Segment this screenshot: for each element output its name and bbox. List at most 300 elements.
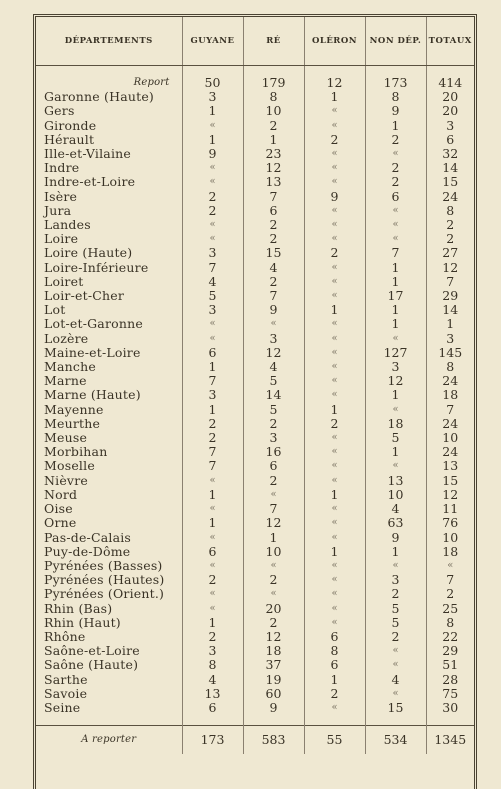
cell-re: 15 xyxy=(243,246,304,260)
cell-guyane: 4 xyxy=(182,673,243,687)
department-name: Nord xyxy=(36,488,182,502)
cell-re: 18 xyxy=(243,644,304,658)
table-row xyxy=(36,701,474,715)
report-totaux: 414 xyxy=(438,76,463,90)
table-row xyxy=(36,90,474,104)
cell-guyane: « xyxy=(182,474,243,488)
cell-guyane: 2 xyxy=(182,573,243,587)
department-name: Indre xyxy=(36,161,182,175)
cell-non-dep: 15 xyxy=(365,701,426,715)
cell-oleron: « xyxy=(304,261,365,275)
cell-re: 12 xyxy=(243,161,304,175)
cell-oleron: « xyxy=(304,147,365,161)
cell-re: 6 xyxy=(243,204,304,218)
cell-guyane: 2 xyxy=(182,204,243,218)
cell-non-dep: 9 xyxy=(365,531,426,545)
cell-totaux: 18 xyxy=(442,544,459,559)
table-row xyxy=(36,360,474,374)
reporter-guyane: 173 xyxy=(182,726,243,755)
cell-non-dep: 1 xyxy=(365,545,426,559)
cell-guyane: 13 xyxy=(182,687,243,701)
cell-re: 10 xyxy=(243,545,304,559)
reporter-row xyxy=(36,726,474,755)
cell-guyane: 3 xyxy=(182,303,243,317)
cell-guyane: 1 xyxy=(182,616,243,630)
table-row xyxy=(36,403,474,417)
cell-non-dep: « xyxy=(365,147,426,161)
cell-guyane: 4 xyxy=(182,275,243,289)
cell-oleron: « xyxy=(304,218,365,232)
department-name: Seine xyxy=(36,701,182,715)
cell-totaux: 145 xyxy=(438,345,463,360)
cell-totaux: 7 xyxy=(446,402,455,417)
cell-non-dep: 7 xyxy=(365,246,426,260)
department-name: Rhin (Bas) xyxy=(36,602,182,616)
department-name: Gers xyxy=(36,104,182,118)
cell-oleron: « xyxy=(304,388,365,402)
cell-totaux: 1 xyxy=(446,317,455,332)
header-oleron: OLÉRON xyxy=(304,17,365,66)
cell-guyane: 1 xyxy=(182,104,243,118)
cell-guyane: 3 xyxy=(182,388,243,402)
department-name: Puy-de-Dôme xyxy=(36,545,182,559)
table-row xyxy=(36,232,474,246)
cell-oleron: « xyxy=(304,573,365,587)
cell-re: 23 xyxy=(243,147,304,161)
cell-oleron: « xyxy=(304,445,365,459)
cell-guyane: « xyxy=(182,531,243,545)
census-table xyxy=(36,17,474,754)
cell-non-dep: 2 xyxy=(365,175,426,189)
cell-oleron: « xyxy=(304,175,365,189)
table-row xyxy=(36,417,474,431)
cell-totaux: 2 xyxy=(446,587,455,602)
cell-non-dep: « xyxy=(365,232,426,246)
cell-totaux: 76 xyxy=(442,516,459,531)
department-name: Rhin (Haut) xyxy=(36,616,182,630)
table-row xyxy=(36,303,474,317)
table-row xyxy=(36,119,474,133)
cell-re: « xyxy=(243,317,304,331)
cell-guyane: « xyxy=(182,232,243,246)
cell-re: 9 xyxy=(243,701,304,715)
department-name: Maine-et-Loire xyxy=(36,346,182,360)
cell-oleron: 1 xyxy=(304,545,365,559)
report-re: 179 xyxy=(243,76,304,90)
cell-non-dep: 5 xyxy=(365,431,426,445)
cell-re: 2 xyxy=(243,218,304,232)
cell-re: 2 xyxy=(243,119,304,133)
cell-totaux: 6 xyxy=(446,132,455,147)
cell-totaux: 30 xyxy=(442,700,459,715)
department-name: Mayenne xyxy=(36,403,182,417)
department-name: Loire-Inférieure xyxy=(36,261,182,275)
header-guyane: GUYANE xyxy=(182,17,243,66)
cell-re: 14 xyxy=(243,388,304,402)
cell-re: 7 xyxy=(243,190,304,204)
cell-non-dep: 8 xyxy=(365,90,426,104)
table-row xyxy=(36,332,474,346)
table-row xyxy=(36,275,474,289)
cell-non-dep: 17 xyxy=(365,289,426,303)
cell-totaux: 10 xyxy=(442,431,459,446)
cell-guyane: 1 xyxy=(182,488,243,502)
cell-re: 3 xyxy=(243,431,304,445)
cell-oleron: 1 xyxy=(304,488,365,502)
cell-non-dep: « xyxy=(365,687,426,701)
department-name: Morbihan xyxy=(36,445,182,459)
cell-guyane: 7 xyxy=(182,261,243,275)
cell-totaux: 25 xyxy=(442,601,459,616)
cell-re: 7 xyxy=(243,502,304,516)
cell-oleron: 1 xyxy=(304,403,365,417)
cell-oleron: « xyxy=(304,275,365,289)
department-name: Pas-de-Calais xyxy=(36,531,182,545)
cell-guyane: 1 xyxy=(182,360,243,374)
table-row xyxy=(36,246,474,260)
cell-oleron: « xyxy=(304,104,365,118)
reporter-oleron: 55 xyxy=(304,726,365,755)
table-row xyxy=(36,175,474,189)
header-row xyxy=(36,17,474,66)
department-name: Nièvre xyxy=(36,474,182,488)
cell-oleron: « xyxy=(304,616,365,630)
table-row xyxy=(36,261,474,275)
table-row xyxy=(36,658,474,672)
cell-non-dep: 3 xyxy=(365,573,426,587)
cell-totaux: 24 xyxy=(442,445,459,460)
cell-totaux: 7 xyxy=(446,274,455,289)
cell-non-dep: 12 xyxy=(365,374,426,388)
cell-totaux: « xyxy=(447,559,454,571)
cell-oleron: « xyxy=(304,161,365,175)
report-label: Report xyxy=(36,76,182,90)
cell-oleron: « xyxy=(304,289,365,303)
cell-re: 12 xyxy=(243,630,304,644)
cell-re: 12 xyxy=(243,516,304,530)
cell-re: 2 xyxy=(243,616,304,630)
table-row xyxy=(36,218,474,232)
department-name: Saône (Haute) xyxy=(36,658,182,672)
cell-guyane: « xyxy=(182,559,243,573)
cell-totaux: 15 xyxy=(442,473,459,488)
cell-re: « xyxy=(243,559,304,573)
department-name: Isère xyxy=(36,190,182,204)
table-row xyxy=(36,388,474,402)
cell-re: 5 xyxy=(243,403,304,417)
department-name: Loiret xyxy=(36,275,182,289)
table-row xyxy=(36,474,474,488)
cell-oleron: « xyxy=(304,360,365,374)
cell-totaux: 20 xyxy=(442,90,459,105)
department-name: Landes xyxy=(36,218,182,232)
department-name: Moselle xyxy=(36,459,182,473)
cell-oleron: 1 xyxy=(304,673,365,687)
cell-guyane: 3 xyxy=(182,246,243,260)
table-row xyxy=(36,147,474,161)
cell-non-dep: 1 xyxy=(365,303,426,317)
cell-totaux: 14 xyxy=(442,161,459,176)
cell-totaux: 24 xyxy=(442,189,459,204)
cell-oleron: 2 xyxy=(304,246,365,260)
cell-oleron: 8 xyxy=(304,644,365,658)
cell-re: « xyxy=(243,587,304,601)
spacer-row xyxy=(36,66,474,77)
cell-totaux: 27 xyxy=(442,246,459,261)
table-row xyxy=(36,161,474,175)
department-name: Saône-et-Loire xyxy=(36,644,182,658)
cell-re: 13 xyxy=(243,175,304,189)
table-row xyxy=(36,445,474,459)
department-name: Loire (Haute) xyxy=(36,246,182,260)
cell-re: 2 xyxy=(243,573,304,587)
cell-re: 37 xyxy=(243,658,304,672)
cell-non-dep: 13 xyxy=(365,474,426,488)
reporter-totaux: 1345 xyxy=(426,726,474,755)
table-row xyxy=(36,644,474,658)
table-row xyxy=(36,602,474,616)
table-row xyxy=(36,559,474,573)
cell-non-dep: 9 xyxy=(365,104,426,118)
cell-non-dep: 1 xyxy=(365,261,426,275)
cell-re: 4 xyxy=(243,261,304,275)
cell-non-dep: 1 xyxy=(365,317,426,331)
report-row xyxy=(36,76,474,90)
table-row xyxy=(36,431,474,445)
report-guyane: 50 xyxy=(182,76,243,90)
cell-non-dep: 5 xyxy=(365,602,426,616)
cell-totaux: 28 xyxy=(442,672,459,687)
department-name: Indre-et-Loire xyxy=(36,175,182,189)
cell-re: 5 xyxy=(243,374,304,388)
cell-oleron: « xyxy=(304,502,365,516)
header-totaux: TOTAUX xyxy=(426,17,474,66)
cell-oleron: 2 xyxy=(304,133,365,147)
header-non-dep: NON DÉP. xyxy=(365,17,426,66)
cell-re: 12 xyxy=(243,346,304,360)
cell-guyane: 7 xyxy=(182,445,243,459)
cell-non-dep: 3 xyxy=(365,360,426,374)
cell-non-dep: « xyxy=(365,559,426,573)
cell-re: 60 xyxy=(243,687,304,701)
cell-oleron: 2 xyxy=(304,687,365,701)
table-row xyxy=(36,374,474,388)
cell-oleron: « xyxy=(304,559,365,573)
cell-oleron: 6 xyxy=(304,658,365,672)
report-oleron: 12 xyxy=(304,76,365,90)
department-name: Sarthe xyxy=(36,673,182,687)
cell-oleron: 2 xyxy=(304,417,365,431)
cell-totaux: 11 xyxy=(442,502,459,517)
cell-re: 20 xyxy=(243,602,304,616)
cell-guyane: « xyxy=(182,602,243,616)
cell-non-dep: 2 xyxy=(365,133,426,147)
cell-guyane: 1 xyxy=(182,133,243,147)
cell-totaux: 20 xyxy=(442,104,459,119)
cell-re: 10 xyxy=(243,104,304,118)
cell-oleron: « xyxy=(304,431,365,445)
table-row xyxy=(36,317,474,331)
cell-re: 9 xyxy=(243,303,304,317)
cell-guyane: 9 xyxy=(182,147,243,161)
cell-re: 1 xyxy=(243,531,304,545)
cell-oleron: « xyxy=(304,602,365,616)
gap-row xyxy=(36,715,474,726)
cell-re: 19 xyxy=(243,673,304,687)
cell-non-dep: 2 xyxy=(365,161,426,175)
cell-guyane: « xyxy=(182,317,243,331)
cell-totaux: 12 xyxy=(442,260,459,275)
cell-re: 2 xyxy=(243,474,304,488)
cell-oleron: 1 xyxy=(304,90,365,104)
cell-guyane: 6 xyxy=(182,701,243,715)
department-name: Savoie xyxy=(36,687,182,701)
cell-guyane: 8 xyxy=(182,658,243,672)
cell-re: 1 xyxy=(243,133,304,147)
cell-re: 2 xyxy=(243,417,304,431)
report-non-dep: 173 xyxy=(365,76,426,90)
cell-oleron: « xyxy=(304,232,365,246)
cell-totaux: 12 xyxy=(442,487,459,502)
cell-non-dep: 1 xyxy=(365,445,426,459)
cell-guyane: 2 xyxy=(182,190,243,204)
header-re: RÉ xyxy=(243,17,304,66)
cell-oleron: « xyxy=(304,332,365,346)
cell-re: 16 xyxy=(243,445,304,459)
cell-guyane: 2 xyxy=(182,417,243,431)
cell-totaux: 22 xyxy=(442,629,459,644)
cell-re: 7 xyxy=(243,289,304,303)
department-name: Marne xyxy=(36,374,182,388)
table-row xyxy=(36,104,474,118)
department-name: Gironde xyxy=(36,119,182,133)
cell-totaux: 8 xyxy=(446,203,455,218)
cell-totaux: 15 xyxy=(442,175,459,190)
table-row xyxy=(36,133,474,147)
cell-oleron: « xyxy=(304,701,365,715)
cell-non-dep: 1 xyxy=(365,275,426,289)
cell-totaux: 14 xyxy=(442,303,459,318)
table-row xyxy=(36,630,474,644)
cell-totaux: 29 xyxy=(442,644,459,659)
cell-non-dep: 10 xyxy=(365,488,426,502)
reporter-non-dep: 534 xyxy=(365,726,426,755)
department-name: Lot-et-Garonne xyxy=(36,317,182,331)
reporter-label: A reporter xyxy=(36,726,182,755)
cell-guyane: « xyxy=(182,218,243,232)
table-row xyxy=(36,673,474,687)
cell-oleron: « xyxy=(304,374,365,388)
table-row xyxy=(36,289,474,303)
department-name: Ille-et-Vilaine xyxy=(36,147,182,161)
cell-totaux: 7 xyxy=(446,573,455,588)
department-name: Meuse xyxy=(36,431,182,445)
cell-non-dep: 18 xyxy=(365,417,426,431)
table-row xyxy=(36,573,474,587)
table-row xyxy=(36,516,474,530)
cell-non-dep: 4 xyxy=(365,673,426,687)
cell-oleron: « xyxy=(304,346,365,360)
cell-oleron: « xyxy=(304,474,365,488)
cell-totaux: 75 xyxy=(442,686,459,701)
cell-guyane: 7 xyxy=(182,459,243,473)
cell-non-dep: « xyxy=(365,218,426,232)
cell-totaux: 24 xyxy=(442,374,459,389)
cell-totaux: 3 xyxy=(446,118,455,133)
cell-non-dep: « xyxy=(365,658,426,672)
cell-non-dep: 5 xyxy=(365,616,426,630)
cell-re: 4 xyxy=(243,360,304,374)
table-row xyxy=(36,459,474,473)
cell-totaux: 32 xyxy=(442,147,459,162)
reporter-re: 583 xyxy=(243,726,304,755)
cell-guyane: « xyxy=(182,587,243,601)
cell-guyane: 7 xyxy=(182,374,243,388)
cell-totaux: 51 xyxy=(442,658,459,673)
cell-non-dep: « xyxy=(365,459,426,473)
cell-guyane: 3 xyxy=(182,90,243,104)
cell-totaux: 18 xyxy=(442,388,459,403)
cell-oleron: « xyxy=(304,516,365,530)
cell-non-dep: 2 xyxy=(365,630,426,644)
department-name: Lozère xyxy=(36,332,182,346)
cell-oleron: 9 xyxy=(304,190,365,204)
department-name: Rhône xyxy=(36,630,182,644)
cell-non-dep: « xyxy=(365,332,426,346)
department-name: Loire xyxy=(36,232,182,246)
department-name: Manche xyxy=(36,360,182,374)
department-name: Garonne (Haute) xyxy=(36,90,182,104)
table-row xyxy=(36,346,474,360)
cell-totaux: 3 xyxy=(446,331,455,346)
table-row xyxy=(36,204,474,218)
department-name: Lot xyxy=(36,303,182,317)
cell-guyane: 3 xyxy=(182,644,243,658)
cell-guyane: 6 xyxy=(182,346,243,360)
cell-non-dep: « xyxy=(365,644,426,658)
cell-re: 3 xyxy=(243,332,304,346)
cell-guyane: 5 xyxy=(182,289,243,303)
department-name: Marne (Haute) xyxy=(36,388,182,402)
cell-re: « xyxy=(243,488,304,502)
cell-totaux: 13 xyxy=(442,459,459,474)
cell-non-dep: 6 xyxy=(365,190,426,204)
cell-guyane: 1 xyxy=(182,403,243,417)
cell-guyane: 2 xyxy=(182,630,243,644)
cell-non-dep: 1 xyxy=(365,119,426,133)
department-name: Pyrénées (Hautes) xyxy=(36,573,182,587)
department-name: Jura xyxy=(36,204,182,218)
cell-oleron: « xyxy=(304,459,365,473)
cell-oleron: 6 xyxy=(304,630,365,644)
cell-non-dep: 4 xyxy=(365,502,426,516)
cell-oleron: « xyxy=(304,317,365,331)
cell-non-dep: 127 xyxy=(365,346,426,360)
cell-re: 2 xyxy=(243,275,304,289)
table-row xyxy=(36,488,474,502)
cell-non-dep: 2 xyxy=(365,587,426,601)
cell-non-dep: « xyxy=(365,403,426,417)
cell-non-dep: « xyxy=(365,204,426,218)
cell-guyane: « xyxy=(182,161,243,175)
cell-guyane: 6 xyxy=(182,545,243,559)
cell-oleron: 1 xyxy=(304,303,365,317)
cell-oleron: « xyxy=(304,119,365,133)
cell-re: 2 xyxy=(243,232,304,246)
table-row xyxy=(36,502,474,516)
cell-non-dep: 1 xyxy=(365,388,426,402)
cell-totaux: 8 xyxy=(446,615,455,630)
